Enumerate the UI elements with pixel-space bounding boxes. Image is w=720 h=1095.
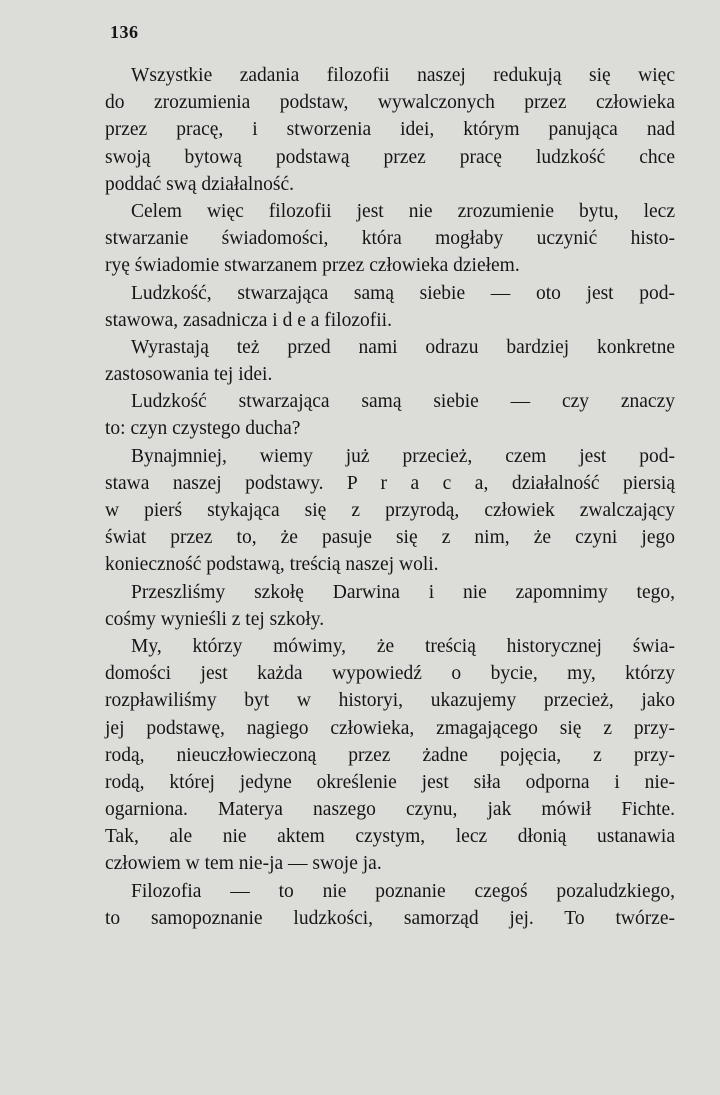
text-line: swoją bytową podstawą przez pracę ludzkość chce [105, 146, 675, 168]
text-line: Ludzkość stwarzająca samą siebie — czy znaczy [131, 391, 675, 413]
text-line: Ludzkość, stwarzająca samą siebie — oto jest pod- [131, 282, 675, 304]
paragraph [105, 633, 675, 878]
text-line: przez pracę, i stworzenia idei, którym panująca nad [105, 119, 675, 141]
text-line: Celem więc filozofii jest nie zrozumienie bytu, lecz [131, 200, 675, 222]
paragraph [105, 878, 675, 932]
page-number: 136 [110, 22, 139, 42]
text-line: w pierś stykająca się z przyrodą, człowiek zwalczający [105, 500, 675, 521]
text-line: to: czyn czystego ducha? [105, 418, 301, 440]
paragraph [105, 388, 675, 442]
text-line: do zrozumienia podstaw, wywalczonych przez człowieka [105, 92, 675, 114]
paragraph [105, 198, 675, 280]
text-line: poddać swą działalność. [105, 173, 294, 195]
text-line: Bynajmniej, wiemy już przecież, czem jest pod- [131, 445, 675, 467]
text-line: stwarzanie świadomości, która mogłaby uczynić histo- [105, 228, 675, 250]
text-line: jej podstawę, nagiego człowieka, zmagającego się z przy- [105, 717, 675, 739]
text-line: cośmy wynieśli z tej szkoły. [105, 608, 325, 630]
text-line: człowiem w tem nie-ja — swoje ja. [105, 853, 382, 875]
text-line: domości jest każda wypowiedź o bycie, my, którzy [105, 663, 675, 685]
paragraph [105, 334, 675, 388]
text-line: stawa naszej podstawy. P r a c a, działalność piersią [105, 472, 675, 494]
body-text [105, 62, 675, 932]
text-line: My, którzy mówimy, że treścią historycznej świa- [131, 635, 675, 657]
paragraph [105, 443, 675, 579]
paragraph [105, 62, 675, 198]
text-line: Wszystkie zadania filozofii naszej redukują się więc [131, 65, 675, 86]
text-line: ogarniona. Materya naszego czynu, jak mówił Fichte. [105, 799, 675, 821]
text-line: stawowa, zasadnicza i d e a filozofii. [105, 309, 392, 331]
text-line: Filozofia — to nie poznanie czegoś pozaludzkiego, [131, 880, 675, 902]
text-line: zastosowania tej idei. [105, 364, 273, 386]
text-line: rodą, nieuczłowieczoną przez żadne pojęcia, z przy- [105, 744, 675, 766]
text-line: Wyrastają też przed nami odrazu bardziej konkretne [131, 336, 675, 358]
text-line: ryę świadomie stwarzanem przez człowieka dziełem. [105, 255, 520, 277]
paragraph [105, 280, 675, 334]
text-line: Tak, ale nie aktem czystym, lecz dłonią ustanawia [105, 826, 675, 848]
text-line: rozpławiliśmy byt w historyi, ukazujemy przecież, jako [105, 690, 675, 712]
text-line: rodą, której jedyne określenie jest siła odporna i nie- [105, 771, 675, 793]
text-line: świat przez to, że pasuje się z nim, że czyni jego [105, 527, 675, 549]
text-line: Przeszliśmy szkołę Darwina i nie zapomnimy tego, [131, 581, 675, 603]
text-line: konieczność podstawą, treścią naszej woli. [105, 554, 439, 576]
paragraph [105, 579, 675, 633]
text-line: to samopoznanie ludzkości, samorząd jej. To twórze- [105, 907, 675, 929]
